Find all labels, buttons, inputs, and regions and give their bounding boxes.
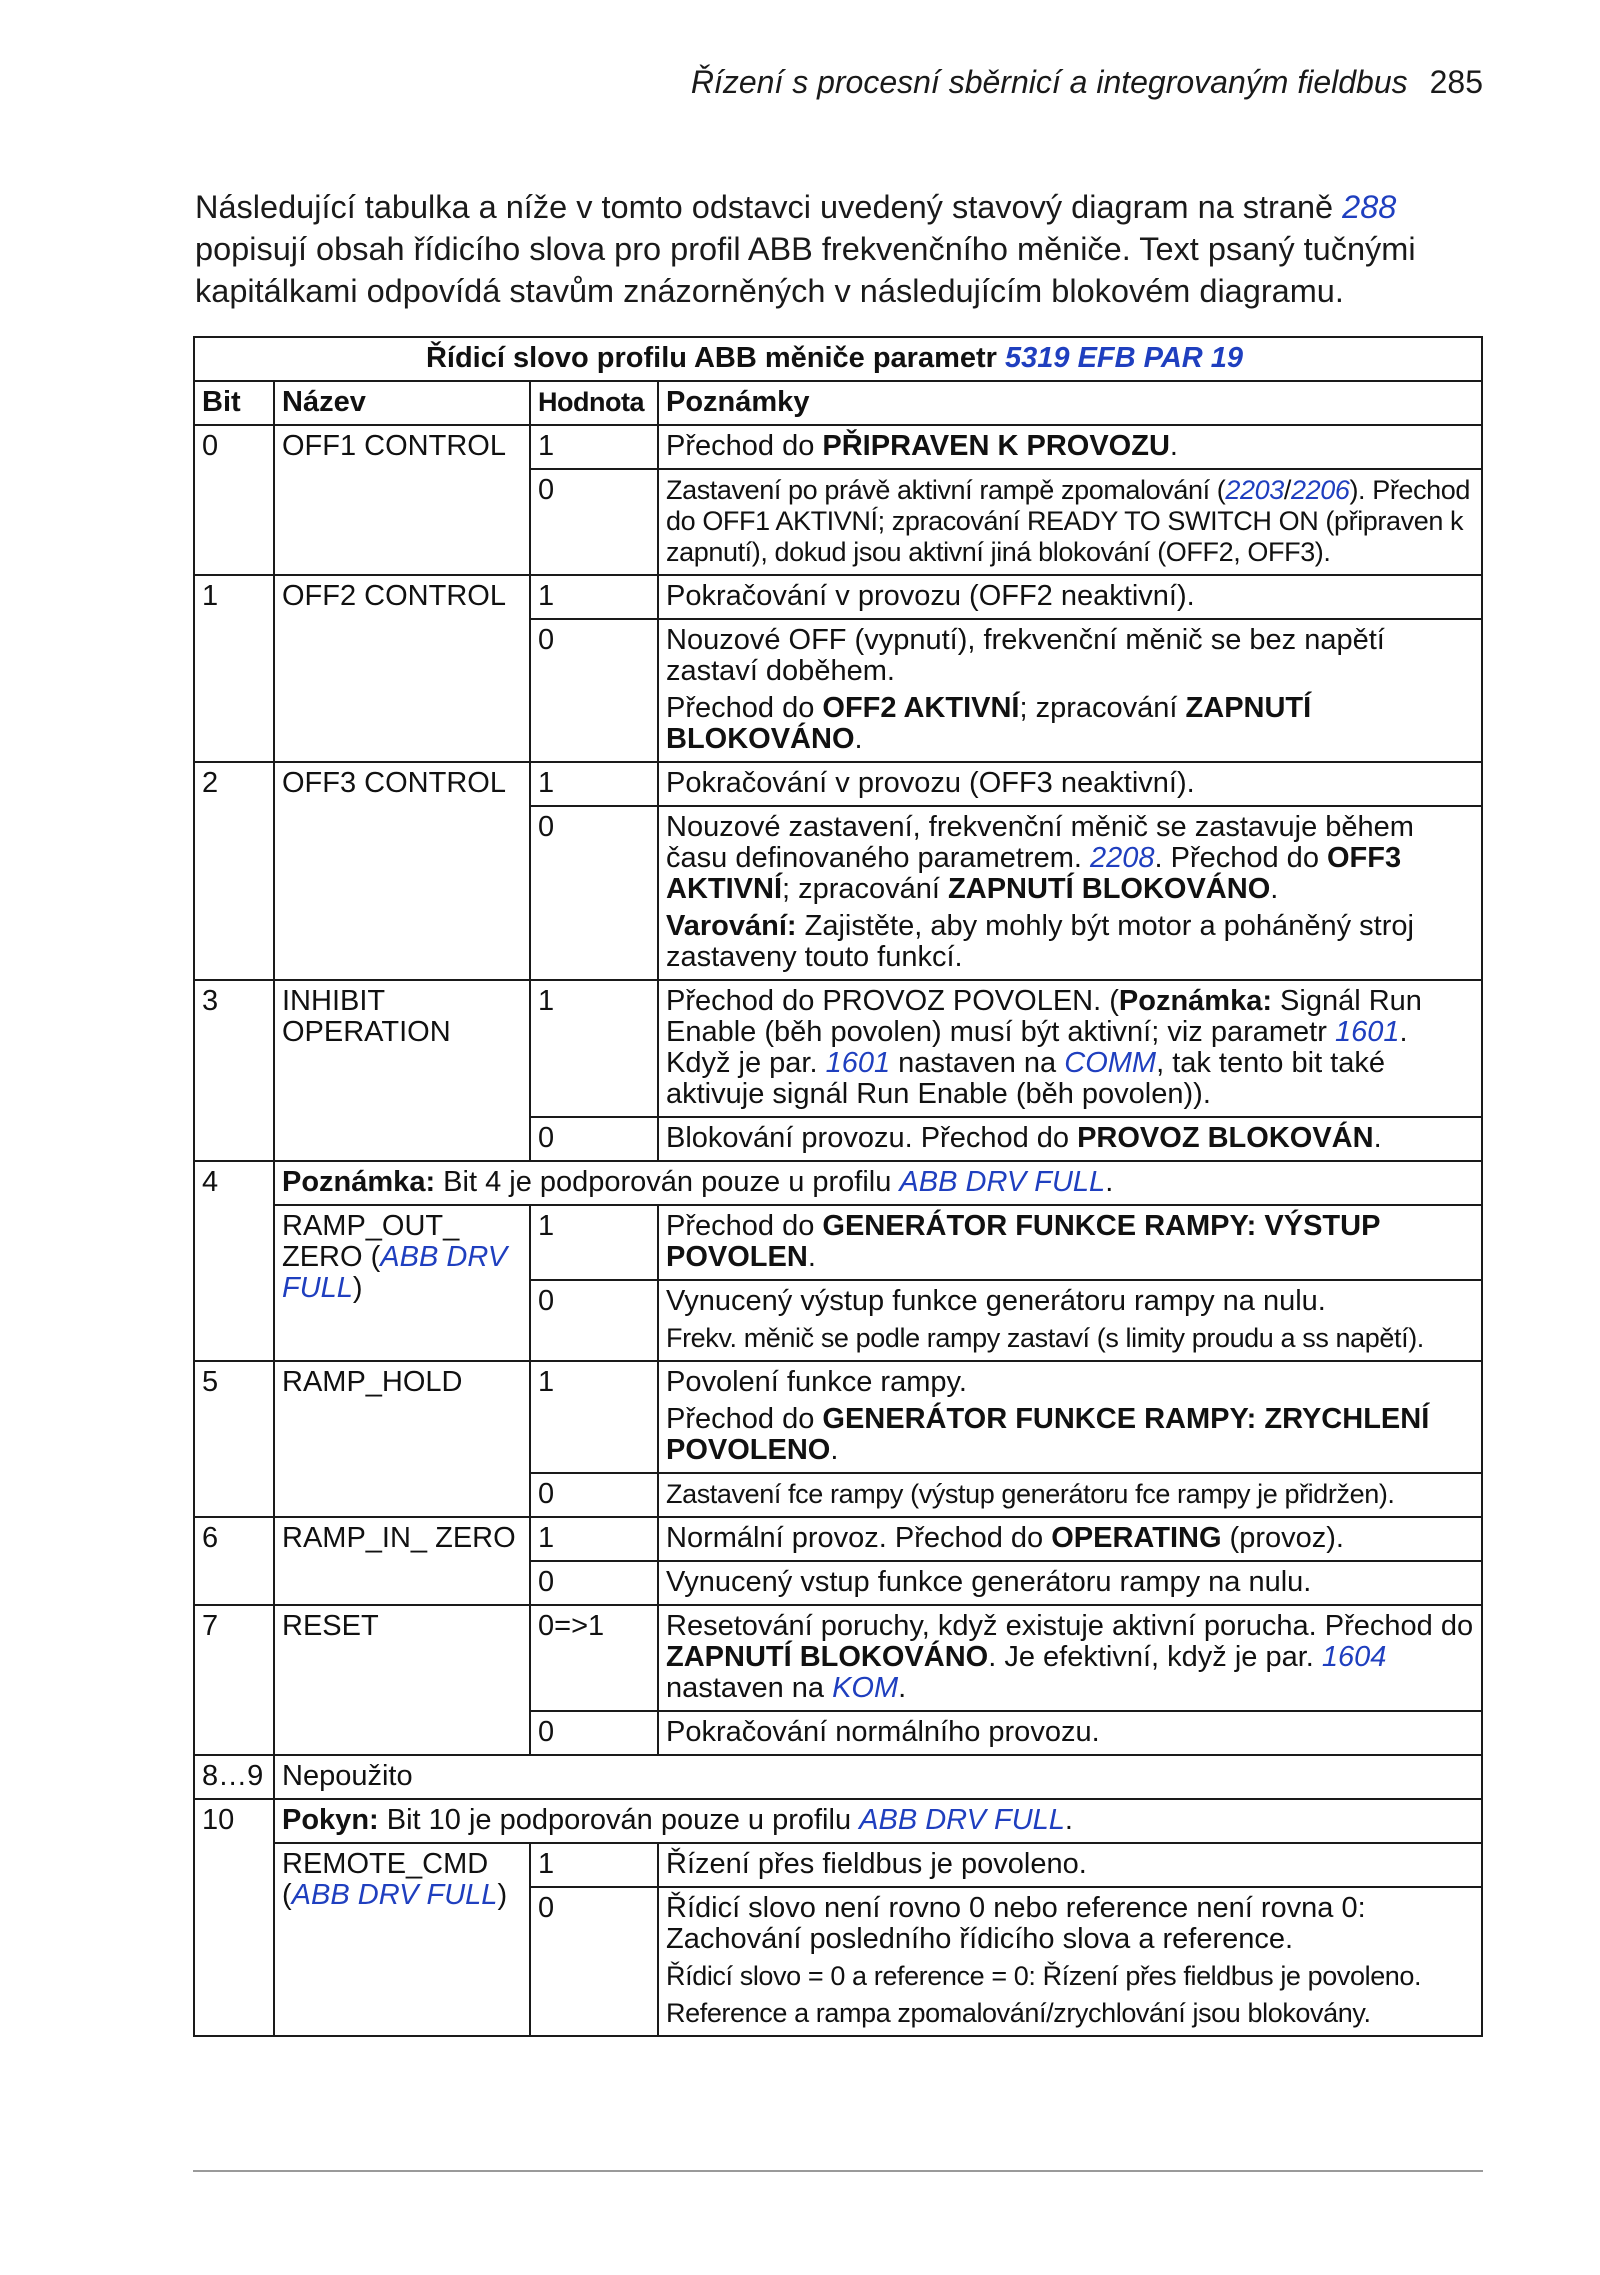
note-bold: OFF2 AKTIVNÍ: [822, 692, 1020, 724]
value-cell: 0: [530, 1280, 658, 1361]
param-link[interactable]: 5319 EFB PAR 19: [1005, 342, 1244, 374]
intro-text: Následující tabulka a níže v tomto odstavci uvedený stavový diagram na straně: [195, 189, 1343, 225]
warning-label: Varování:: [666, 910, 797, 942]
note-bold: GENERÁTOR FUNKCE RAMPY: VÝSTUP POVOLEN: [666, 1210, 1380, 1273]
note-text: nastaven na: [666, 1672, 833, 1704]
value-cell: 1: [530, 762, 658, 806]
bit-cell: 1: [194, 575, 274, 762]
name-cell: RAMP_IN_ ZERO: [274, 1517, 530, 1605]
bit-cell: 0: [194, 425, 274, 575]
table-row: [194, 425, 1482, 469]
note-text: .: [807, 1241, 816, 1273]
note-text: .: [1373, 1122, 1382, 1154]
table-header-row: [194, 381, 1482, 425]
note-text: .: [1105, 1166, 1114, 1198]
header-title: Řízení s procesní sběrnicí a integrovaným fieldbus: [690, 64, 1408, 100]
notes-cell: Vynucený vstup funkce generátoru rampy na nulu.: [658, 1561, 1482, 1605]
note-bold: ZAPNUTÍ BLOKOVÁNO: [666, 692, 1312, 755]
value-cell: 1: [530, 1843, 658, 1887]
table-row: [194, 1161, 1482, 1205]
name-cell: OFF3 CONTROL: [274, 762, 530, 980]
bit-cell: 8…9: [194, 1755, 274, 1799]
notes-cell: Pokračování v provozu (OFF3 neaktivní).: [658, 762, 1482, 806]
value-cell: 0: [530, 1117, 658, 1161]
value-cell: 0: [530, 619, 658, 762]
name-cell: OFF2 CONTROL: [274, 575, 530, 762]
note-text: .: [1064, 1804, 1073, 1836]
name-cell: RAMP_HOLD: [274, 1361, 530, 1517]
note-paragraph: Vynucený výstup funkce generátoru rampy na nulu.: [666, 1285, 1326, 1317]
note-text: (provoz).: [1221, 1522, 1344, 1554]
value-cell: 0: [530, 1887, 658, 2036]
value-cell: 1: [530, 1205, 658, 1280]
note-text: .: [854, 723, 863, 755]
table-row: [194, 1755, 1482, 1799]
note-text: .: [898, 1672, 907, 1704]
table-row: [194, 1843, 1482, 1887]
value-cell: 1: [530, 575, 658, 619]
note-text: , tak tento bit také aktivuje signál Run Enable (běh povolen)).: [666, 1047, 1385, 1110]
notes-cell: Řízení přes fieldbus je povoleno.: [658, 1843, 1482, 1887]
table-row: [194, 1605, 1482, 1711]
footer-rule: [193, 2170, 1483, 2172]
table-row: [194, 762, 1482, 806]
param-link[interactable]: 1601: [825, 1047, 891, 1079]
note-text: Přechod do: [666, 692, 823, 724]
note-text: Bit 10 je podporován pouze u profilu: [378, 1804, 860, 1836]
notes-cell: Pokračování normálního provozu.: [658, 1711, 1482, 1755]
param-link[interactable]: 1601: [1334, 1016, 1400, 1048]
bit-cell: 6: [194, 1517, 274, 1605]
page-link[interactable]: 288: [1342, 189, 1397, 225]
note-text: Nouzové zastavení, frekvenční měnič se zastavuje během času definovaného parametrem.: [666, 811, 1414, 874]
note-paragraph: [666, 1404, 1474, 1466]
note-text: Bit 4 je podporován pouze u profilu: [435, 1166, 900, 1198]
note-bold: ZAPNUTÍ BLOKOVÁNO: [948, 873, 1271, 905]
note-cell: [274, 1161, 1482, 1205]
note-text: Přechod do: [666, 1403, 823, 1435]
note-text: /: [1283, 475, 1291, 505]
bit-cell: 7: [194, 1605, 274, 1755]
notes-cell: [658, 619, 1482, 762]
note-cell: [274, 1799, 1482, 1843]
warning-paragraph: [666, 911, 1474, 973]
profile-link[interactable]: ABB DRV FULL: [899, 1166, 1106, 1198]
note-paragraph: Reference a rampa zpomalování/zrychlování jsou blokovány.: [666, 1998, 1371, 2028]
bit-cell: 5: [194, 1361, 274, 1517]
table-title-text: Řídicí slovo profilu ABB měniče parametr: [425, 342, 1006, 374]
note-paragraph: Řídicí slovo není rovno 0 nebo reference není rovna 0: Zachování posledního řídicího slova a reference.: [666, 1892, 1366, 1955]
name-cell: RESET: [274, 1605, 530, 1755]
value-cell: 1: [530, 1517, 658, 1561]
note-text: Přechod do: [666, 430, 823, 462]
col-notes: Poznámky: [658, 381, 1482, 425]
table-row: [194, 1361, 1482, 1473]
name-text: ): [352, 1272, 363, 1304]
page-header: [0, 64, 1483, 101]
notes-cell: [658, 980, 1482, 1117]
table-row: [194, 980, 1482, 1117]
note-text: Resetování poruchy, když existuje aktivní porucha. Přechod do: [666, 1610, 1474, 1642]
note-text: Signál Run Enable (běh povolen) musí být aktivní; viz parametr: [666, 985, 1422, 1048]
note-paragraph: [666, 693, 1474, 755]
value-cell: 0: [530, 1711, 658, 1755]
value-link[interactable]: COMM: [1064, 1047, 1157, 1079]
bit-cell: 10: [194, 1799, 274, 2036]
table-row: [194, 575, 1482, 619]
notes-cell: Nepoužito: [274, 1755, 1482, 1799]
col-name: Název: [274, 381, 530, 425]
note-bold: Poznámka:: [282, 1166, 436, 1198]
notes-cell: [658, 1517, 1482, 1561]
bit-cell: 2: [194, 762, 274, 980]
name-cell: [274, 1205, 530, 1361]
note-text: .: [1270, 873, 1279, 905]
name-text: (: [282, 1879, 292, 1911]
note-text: nastaven na: [890, 1047, 1065, 1079]
note-text: Přechod do: [666, 1210, 823, 1242]
notes-cell: [658, 425, 1482, 469]
value-cell: 1: [530, 1361, 658, 1473]
value-cell: 0=>1: [530, 1605, 658, 1711]
value-cell: 0: [530, 1561, 658, 1605]
name-text: RAMP_OUT_ ZERO: [282, 1210, 460, 1273]
value-cell: 1: [530, 980, 658, 1117]
note-paragraph: Řídicí slovo = 0 a reference = 0: Řízení přes fieldbus je povoleno.: [666, 1961, 1422, 1991]
note-text: Blokování provozu. Přechod do: [666, 1122, 1078, 1154]
value-cell: 0: [530, 1473, 658, 1517]
name-cell: [274, 1843, 530, 2036]
param-link[interactable]: 2206: [1290, 475, 1350, 505]
name-text: (: [370, 1241, 381, 1273]
param-link[interactable]: 2208: [1089, 842, 1155, 874]
value-cell: 0: [530, 469, 658, 575]
note-text: Přechod do PROVOZ POVOLEN. (: [666, 985, 1119, 1017]
value-cell: 0: [530, 806, 658, 980]
note-paragraph: Nouzové OFF (vypnutí), frekvenční měnič se bez napětí zastaví doběhem.: [666, 624, 1385, 687]
note-text: .: [830, 1434, 839, 1466]
note-text: ; zpracování: [782, 873, 949, 905]
col-value: [530, 381, 658, 425]
note-text: . Je efektivní, když je par.: [988, 1641, 1322, 1673]
notes-cell: [658, 1361, 1482, 1473]
note-paragraph: [666, 812, 1474, 905]
note-bold: GENERÁTOR FUNKCE RAMPY: ZRYCHLENÍ POVOLENO: [666, 1403, 1430, 1466]
note-bold: OPERATING: [1051, 1522, 1222, 1554]
profile-link[interactable]: ABB DRV FULL: [282, 1241, 508, 1304]
note-bold: PROVOZ BLOKOVÁN: [1077, 1122, 1374, 1154]
bit-cell: 4: [194, 1161, 274, 1361]
table-row: [194, 1799, 1482, 1843]
note-bold: PŘIPRAVEN K PROVOZU: [822, 430, 1170, 462]
note-text: .: [1169, 430, 1178, 462]
note-text: ). Přechod do OFF1 AKTIVNÍ; zpracování READY TO SWITCH ON (připraven k zapnutí), dokud jsou aktivní jiná blokování (OFF2, OFF3).: [666, 475, 1470, 567]
param-link[interactable]: 2203: [1225, 475, 1284, 505]
profile-link[interactable]: ABB DRV FULL: [859, 1804, 1065, 1836]
note-text: ; zpracování: [1019, 692, 1186, 724]
col-value-label: Hodnota: [538, 387, 644, 417]
note-paragraph: Frekv. měnič se podle rampy zastaví (s limity proudu a ss napětí).: [666, 1323, 1424, 1353]
name-cell: INHIBIT OPERATION: [274, 980, 530, 1161]
param-link[interactable]: 1604: [1321, 1641, 1387, 1673]
name-text: ): [497, 1879, 508, 1911]
col-bit: Bit: [194, 381, 274, 425]
value-link[interactable]: KOM: [832, 1672, 899, 1704]
notes-cell: [658, 1205, 1482, 1280]
control-word-table: [193, 336, 1483, 2037]
notes-cell: [658, 1887, 1482, 2036]
bit-cell: 3: [194, 980, 274, 1161]
note-text: Zajistěte, aby mohly být motor a poháněný stroj zastaveny touto funkcí.: [666, 910, 1414, 973]
page-number: 285: [1429, 64, 1483, 100]
name-text: REMOTE_CMD: [282, 1848, 489, 1880]
table-title: [194, 337, 1482, 381]
note-text: Normální provoz. Přechod do: [666, 1522, 1052, 1554]
note-bold: Pokyn:: [282, 1804, 379, 1836]
notes-cell: Zastavení fce rampy (výstup generátoru fce rampy je přidržen).: [658, 1473, 1482, 1517]
notes-cell: [658, 1280, 1482, 1361]
notes-cell: [658, 1117, 1482, 1161]
note-bold: Poznámka:: [1118, 985, 1272, 1017]
intro-text-cont: popisují obsah řídicího slova pro profil ABB frekvenčního měniče. Text psaný tučnými kapitálkami odpovídá stavům znázorněných v následujícím blokovém diagramu.: [195, 231, 1416, 309]
value-cell: 1: [530, 425, 658, 469]
name-cell: OFF1 CONTROL: [274, 425, 530, 575]
note-bold: OFF3 AKTIVNÍ: [666, 842, 1402, 905]
notes-cell: [658, 1605, 1482, 1711]
notes-cell: [658, 469, 1482, 575]
table-row: [194, 1205, 1482, 1280]
profile-link[interactable]: ABB DRV FULL: [291, 1879, 498, 1911]
note-paragraph: Povolení funkce rampy.: [666, 1366, 967, 1398]
intro-paragraph: [195, 186, 1495, 312]
note-text: . Když je par.: [666, 1016, 1408, 1079]
table-row: [194, 1517, 1482, 1561]
note-bold: ZAPNUTÍ BLOKOVÁNO: [666, 1641, 989, 1673]
notes-cell: Pokračování v provozu (OFF2 neaktivní).: [658, 575, 1482, 619]
table-title-row: [194, 337, 1482, 381]
note-text: . Přechod do: [1154, 842, 1327, 874]
note-text: Zastavení po právě aktivní rampě zpomalování (: [666, 475, 1226, 505]
notes-cell: [658, 806, 1482, 980]
